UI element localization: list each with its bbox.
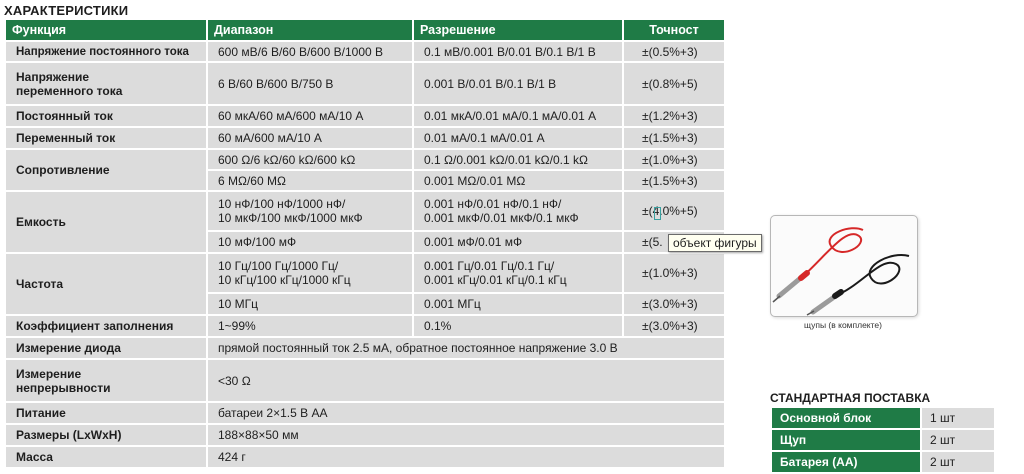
header-function: Функция [5, 19, 207, 41]
function-cell: Напряжение постоянного тока [5, 41, 207, 62]
resolution-line: 0.001 мкФ/0.01 мкФ/0.1 мкФ [424, 211, 579, 225]
table-row [5, 41, 725, 62]
resolution-line: 0.001 нФ/0.01 нФ/0.1 нФ/ [424, 197, 562, 211]
probes-image [770, 215, 918, 317]
function-line: Напряжение [16, 69, 90, 84]
resolution-cell: 0.1 Ω/0.001 kΩ/0.01 kΩ/0.1 kΩ [413, 149, 623, 170]
range-cell: 600 Ω/6 kΩ/60 kΩ/600 kΩ [207, 149, 413, 170]
function-cell: Емкость [5, 191, 207, 253]
range-cell: 10 мФ/100 мФ [207, 231, 413, 253]
accuracy-cell: ±(3.0%+3) [623, 293, 725, 315]
table-row [5, 149, 725, 170]
table-row [5, 424, 725, 446]
table-row [5, 127, 725, 149]
table-row [5, 253, 725, 293]
test-probes-icon [771, 216, 917, 316]
kit-item-name: Щуп [771, 429, 921, 451]
standard-kit-table [770, 406, 996, 474]
value-cell: <30 Ω [207, 359, 725, 402]
text-cursor-marker [654, 207, 661, 220]
accuracy-cell: ±(5. [623, 231, 725, 253]
kit-item-name: Основной блок [771, 407, 921, 429]
function-line: Измерение [16, 366, 82, 381]
probes-caption: щупы (в комплекте) [804, 320, 882, 330]
table-row [5, 337, 725, 359]
resolution-cell: 0.001 мФ/0.01 мФ [413, 231, 623, 253]
accuracy-cell: ±(1.2%+3) [623, 105, 725, 127]
kit-item-qty: 2 шт [921, 429, 995, 451]
header-range: Диапазон [207, 19, 413, 41]
table-row [5, 191, 725, 231]
table-header-row [5, 19, 725, 41]
function-cell: Питание [5, 402, 207, 424]
range-cell: 600 мВ/6 В/60 В/600 В/1000 В [207, 41, 413, 62]
header-accuracy: Точност [623, 19, 725, 41]
accuracy-cell: ±(0.5%+3) [623, 41, 725, 62]
resolution-cell [413, 253, 623, 293]
function-cell: Измерение диода [5, 337, 207, 359]
table-row [5, 446, 725, 468]
resolution-cell: 0.01 мкА/0.01 мА/0.1 мА/0.01 А [413, 105, 623, 127]
kit-item-qty: 2 шт [921, 451, 995, 473]
accuracy-cell: ±(3.0%+3) [623, 315, 725, 337]
function-cell: Переменный ток [5, 127, 207, 149]
table-row [5, 315, 725, 337]
specifications-table [4, 18, 726, 469]
resolution-cell: 0.001 В/0.01 В/0.1 В/1 В [413, 62, 623, 105]
range-line: 10 нФ/100 нФ/1000 нФ/ [218, 197, 346, 211]
accuracy-cell: ±(1.5%+3) [623, 170, 725, 191]
table-row [5, 402, 725, 424]
range-cell: 1~99% [207, 315, 413, 337]
accuracy-cell: ±(0.8%+5) [623, 62, 725, 105]
function-cell: Размеры (LxWxH) [5, 424, 207, 446]
range-line: 10 мкФ/100 мкФ/1000 мкФ [218, 211, 363, 225]
value-cell: 188×88×50 мм [207, 424, 725, 446]
range-cell: 60 мкА/60 мА/600 мА/10 А [207, 105, 413, 127]
range-line: 10 кГц/100 кГц/1000 кГц [218, 273, 351, 287]
range-cell: 10 МГц [207, 293, 413, 315]
range-cell: 6 MΩ/60 MΩ [207, 170, 413, 191]
table-row [771, 429, 995, 451]
resolution-cell: 0.001 МГц [413, 293, 623, 315]
resolution-line: 0.001 кГц/0.01 кГц/0.1 кГц [424, 273, 567, 287]
function-cell: Частота [5, 253, 207, 315]
accuracy-cell: ±(1.0%+3) [623, 149, 725, 170]
header-resolution: Разрешение [413, 19, 623, 41]
function-line: непрерывности [16, 380, 111, 395]
range-cell: 60 мА/600 мА/10 А [207, 127, 413, 149]
resolution-cell: 0.01 мА/0.1 мА/0.01 А [413, 127, 623, 149]
function-cell: Постоянный ток [5, 105, 207, 127]
resolution-cell: 0.001 MΩ/0.01 MΩ [413, 170, 623, 191]
range-line: 10 Гц/100 Гц/1000 Гц/ [218, 259, 339, 273]
function-line: переменного тока [16, 83, 123, 98]
function-cell: Сопротивление [5, 149, 207, 191]
value-cell: прямой постоянный ток 2.5 мА, обратное постоянное напряжение 3.0 В [207, 337, 725, 359]
kit-item-name: Батарея (АА) [771, 451, 921, 473]
accuracy-cell: ±(1.5%+3) [623, 127, 725, 149]
resolution-cell: 0.1 мВ/0.001 В/0.01 В/0.1 В/1 В [413, 41, 623, 62]
accuracy-cell: ±(1.0%+3) [623, 253, 725, 293]
range-cell: 6 В/60 В/600 В/750 В [207, 62, 413, 105]
function-cell: Коэффициент заполнения [5, 315, 207, 337]
function-cell [5, 359, 207, 402]
shape-object-tooltip: объект фигуры [668, 234, 762, 252]
value-cell: 424 г [207, 446, 725, 468]
range-cell [207, 191, 413, 231]
table-row [5, 62, 725, 105]
accuracy-cell: ±(4.0%+5) [623, 191, 725, 231]
range-cell [207, 253, 413, 293]
resolution-cell [413, 191, 623, 231]
table-row [5, 359, 725, 402]
function-cell: Масса [5, 446, 207, 468]
table-row [771, 407, 995, 429]
standard-kit-title: СТАНДАРТНАЯ ПОСТАВКА [770, 391, 931, 405]
resolution-cell: 0.1% [413, 315, 623, 337]
table-row [5, 105, 725, 127]
resolution-line: 0.001 Гц/0.01 Гц/0.1 Гц/ [424, 259, 555, 273]
table-row [771, 451, 995, 473]
value-cell: батареи 2×1.5 В AA [207, 402, 725, 424]
function-cell [5, 62, 207, 105]
kit-item-qty: 1 шт [921, 407, 995, 429]
section-title: ХАРАКТЕРИСТИКИ [4, 3, 129, 18]
